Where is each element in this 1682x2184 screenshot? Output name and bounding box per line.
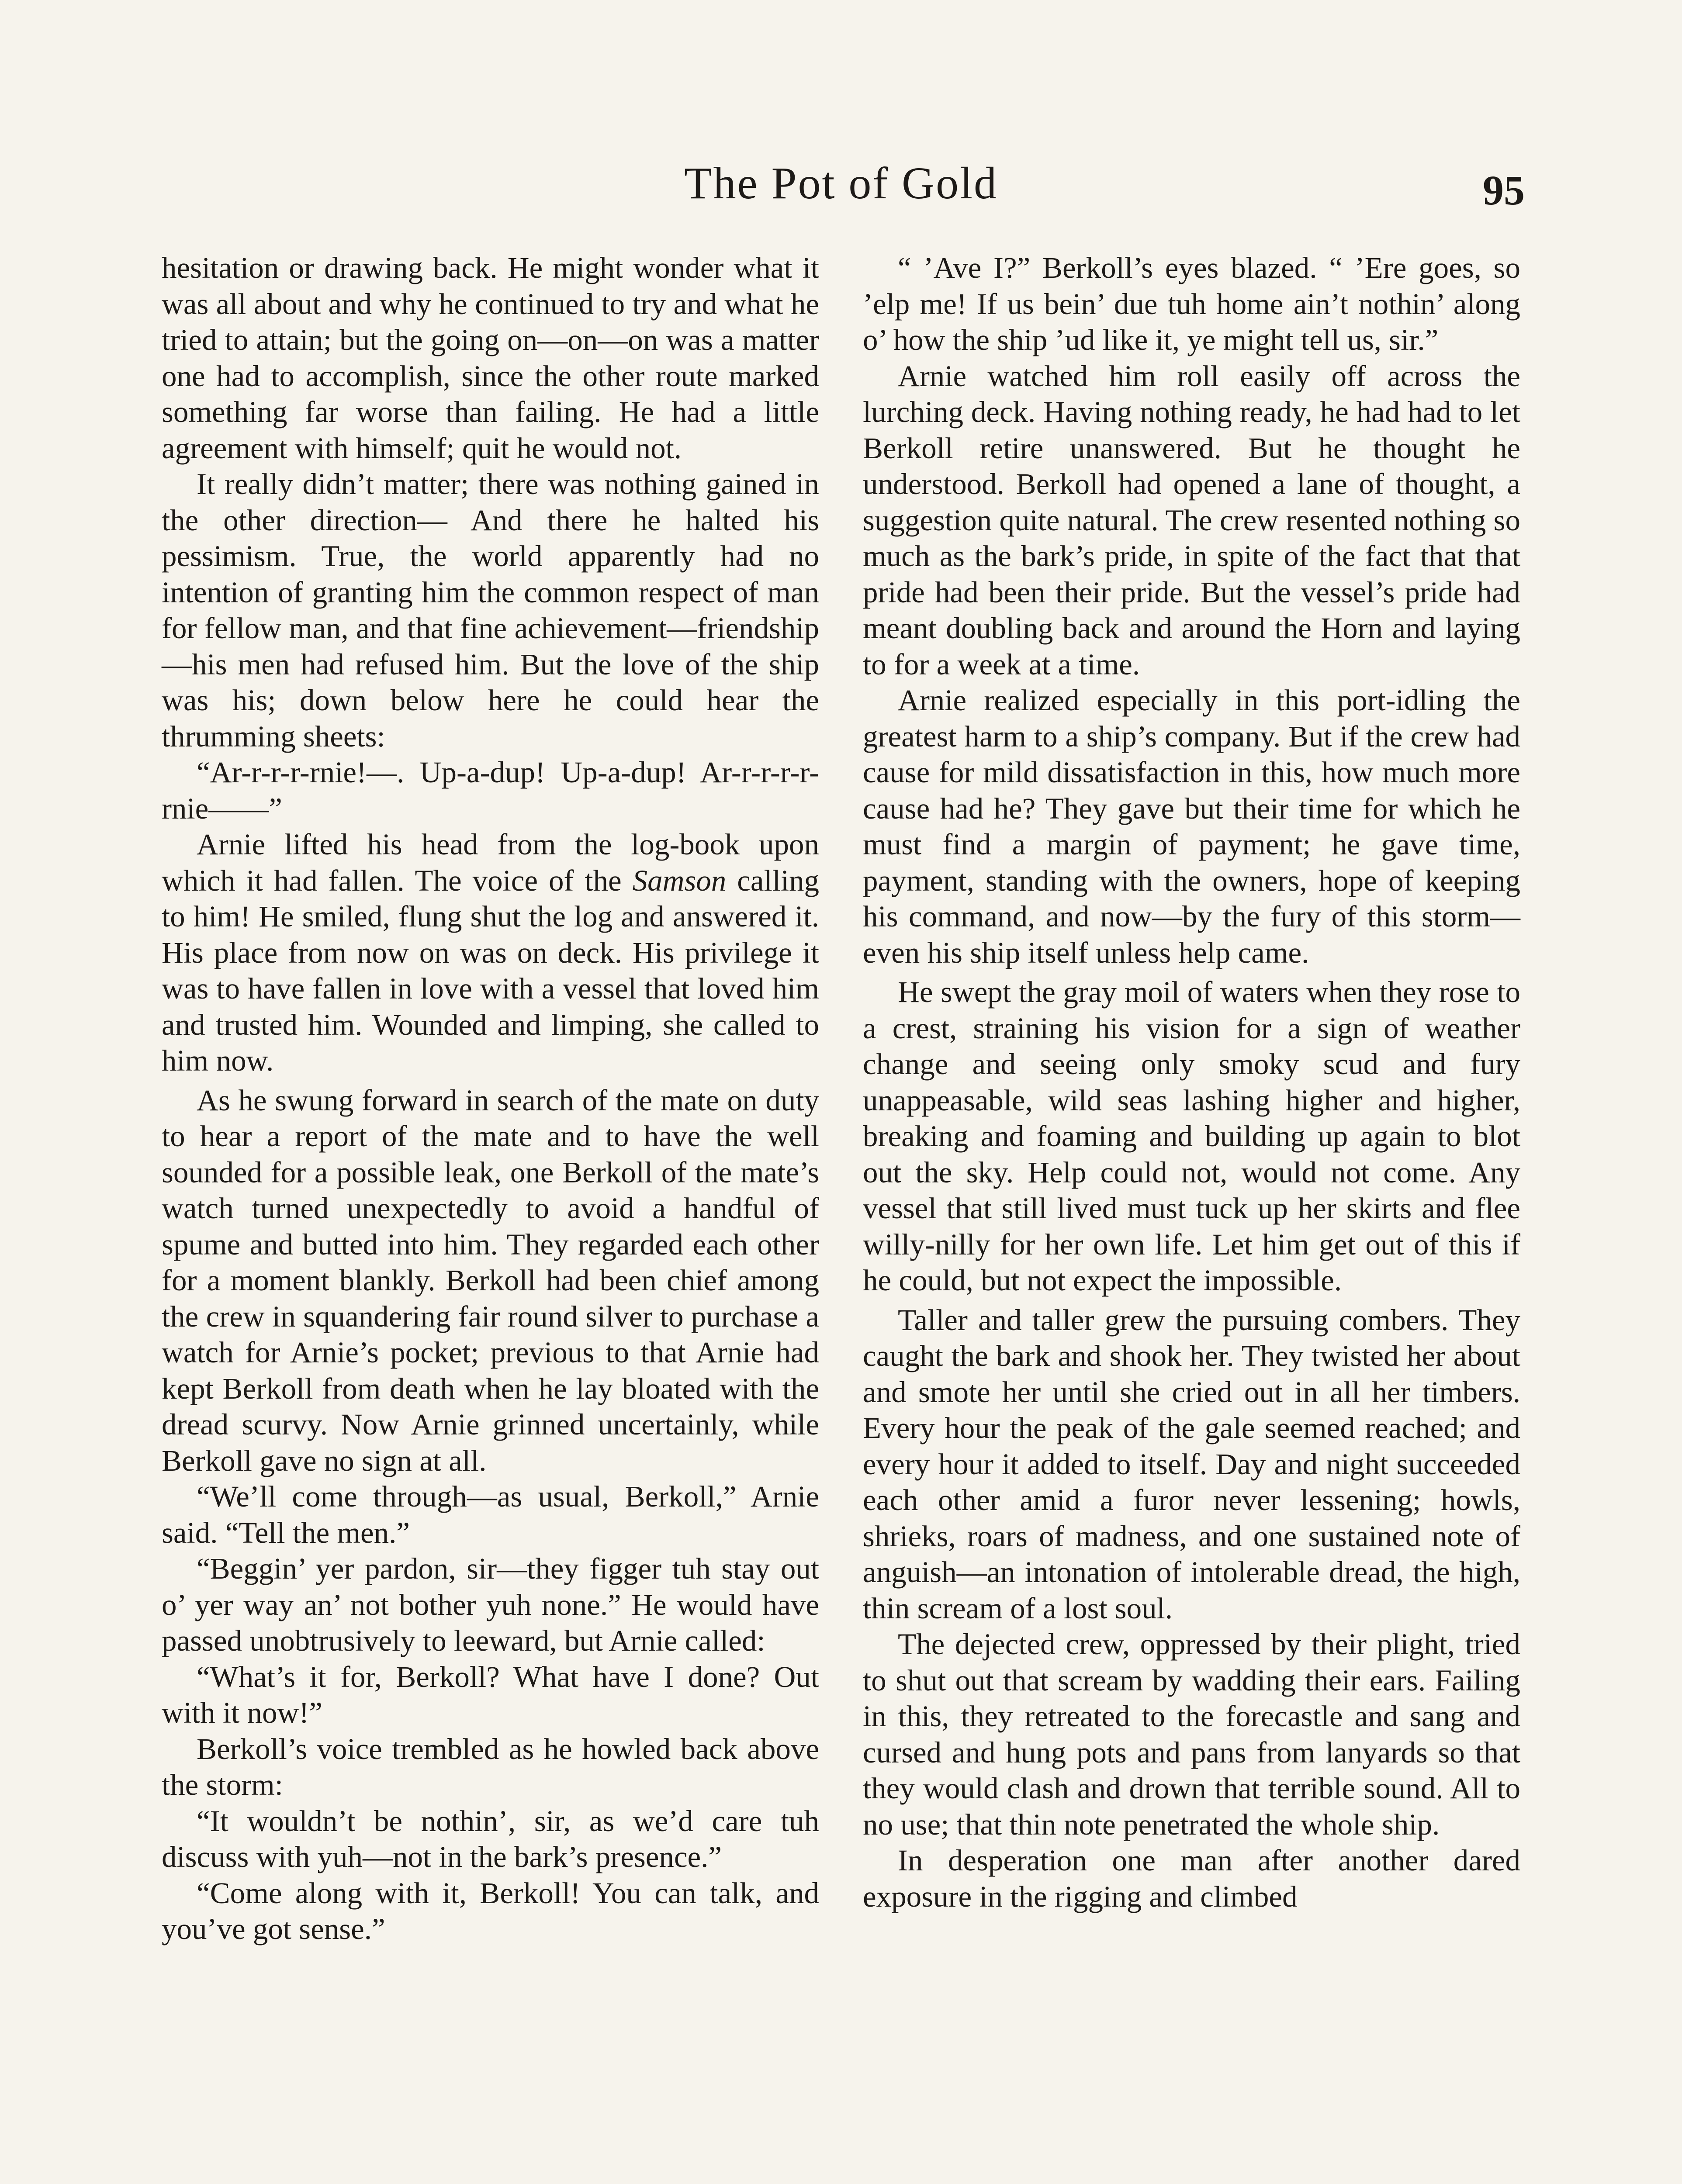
- paragraph: “Beggin’ yer pardon, sir—they figger tuh stay out o’ yer way an’ not bother yuh none.” He would have passed unobtrusively to leeward, but Arnie called:: [162, 1552, 819, 1657]
- paragraph: The dejected crew, oppressed by their plight, tried to shut out that scream by wadding their ears. Failing in this, they retreated to the forecastle and sang and cursed and hung pots and pans from lanyards so that they would clash and drown that terrible sound. All to no use; that thin note penetrated the whole ship.: [863, 1628, 1520, 1841]
- paragraph: Arnie watched him roll easily off across the lurching deck. Having nothing ready, he had had to let Berkoll retire unanswered. But he thought he understood. Berkoll had opened a lane of thought, a suggestion quite natural. The crew resented nothing so much as the bark’s pride, in spite of the fact that that pride had been their pride. But the vessel’s pride had meant doubling back and around the Horn and laying to for a week at a time.: [863, 359, 1520, 681]
- left-text-column: [162, 250, 819, 1947]
- paragraph: Arnie realized especially in this port-idling the greatest harm to a ship’s company. But if the crew had cause for mild dissatisfaction in this, how much more cause had he? They gave but their time for which he must find a margin of payment; he gave time, payment, standing with the owners, hope of keeping his command, and now—by the fury of this storm—even his ship itself unless help came.: [863, 684, 1520, 969]
- paragraph: “ ’Ave I?” Berkoll’s eyes blazed. “ ’Ere goes, so ’elp me! If us bein’ due tuh home ain’t nothin’ along o’ how the ship ’ud like it, ye might tell us, sir.”: [863, 251, 1520, 356]
- ship-name-italic: Samson: [632, 864, 727, 897]
- paragraph: In desperation one man after another dared exposure in the rigging and climbed: [863, 1844, 1520, 1913]
- paragraph-text: calling to him! He smiled, flung shut the log and answered it. His place from now on was on deck. His privilege it was to have fallen in love with a vessel that loved him and trusted him. Wounded and limping, she called to him now.: [162, 864, 819, 1077]
- paragraph: “What’s it for, Berkoll? What have I done? Out with it now!”: [162, 1660, 819, 1729]
- paragraph: He swept the gray moil of waters when they rose to a crest, straining his vision for a sign of weather change and seeing only smoky scud and fury unappeasable, wild seas lashing higher and higher, breaking and foaming and building up again to blot out the sky. Help could not, would not come. Any vessel that still lived must tuck up her skirts and flee willy-nilly for her own life. Let him get out of this if he could, but not expect the impossible.: [863, 975, 1520, 1297]
- paragraph: Berkoll’s voice trembled as he howled back above the storm:: [162, 1732, 819, 1801]
- paragraph-text: Arnie lifted his head from the log-book upon which it had fallen. The voice of the: [162, 828, 819, 897]
- right-text-column: [863, 250, 1520, 1914]
- page-number: 95: [1483, 167, 1525, 214]
- paragraph: hesitation or drawing back. He might wonder what it was all about and why he continued to try and what he tried to attain; but the going on—on—on was a matter one had to accomplish, since the other route marked something far worse than failing. He had a little agreement with himself; quit he would not.: [162, 251, 819, 465]
- paragraph: [162, 826, 819, 1079]
- paragraph: “It wouldn’t be nothin’, sir, as we’d care tuh discuss with yuh—not in the bark’s presence.”: [162, 1804, 819, 1873]
- paragraph: “We’ll come through—as usual, Berkoll,” Arnie said. “Tell the men.”: [162, 1480, 819, 1549]
- paragraph: As he swung forward in search of the mate on duty to hear a report of the mate and to have the well sounded for a possible leak, one Berkoll of the mate’s watch turned unexpectedly to avoid a handful of spume and butted into him. They regarded each other for a moment blankly. Berkoll had been chief among the crew in squandering fair round silver to purchase a watch for Arnie’s pocket; previous to that Arnie had kept Berkoll from death when he lay bloated with the dread scurvy. Now Arnie grinned uncertainly, while Berkoll gave no sign at all.: [162, 1083, 819, 1477]
- paragraph: It really didn’t matter; there was nothing gained in the other direction— And there he halted his pessimism. True, the world apparently had no intention of granting him the common respect of man for fellow man, and that fine achievement—friendship—his men had refused him. But the love of the ship was his; down below here he could hear the thrumming sheets:: [162, 467, 819, 753]
- paragraph: Taller and taller grew the pursuing combers. They caught the bark and shook her. They twisted her about and smote her until she cried out in all her timbers. Every hour the peak of the gale seemed reached; and every hour it added to itself. Day and night succeeded each other amid a furor never lessening; howls, shrieks, roars of madness, and one sustained note of anguish—an intonation of intolerable dread, the high, thin scream of a lost soul.: [863, 1303, 1520, 1625]
- paragraph: “Ar-r-r-r-rnie!—. Up-a-dup! Up-a-dup! Ar-r-r-r-r-rnie——”: [162, 756, 819, 825]
- running-header-title: The Pot of Gold: [684, 158, 998, 208]
- paragraph: “Come along with it, Berkoll! You can talk, and you’ve got sense.”: [162, 1876, 819, 1946]
